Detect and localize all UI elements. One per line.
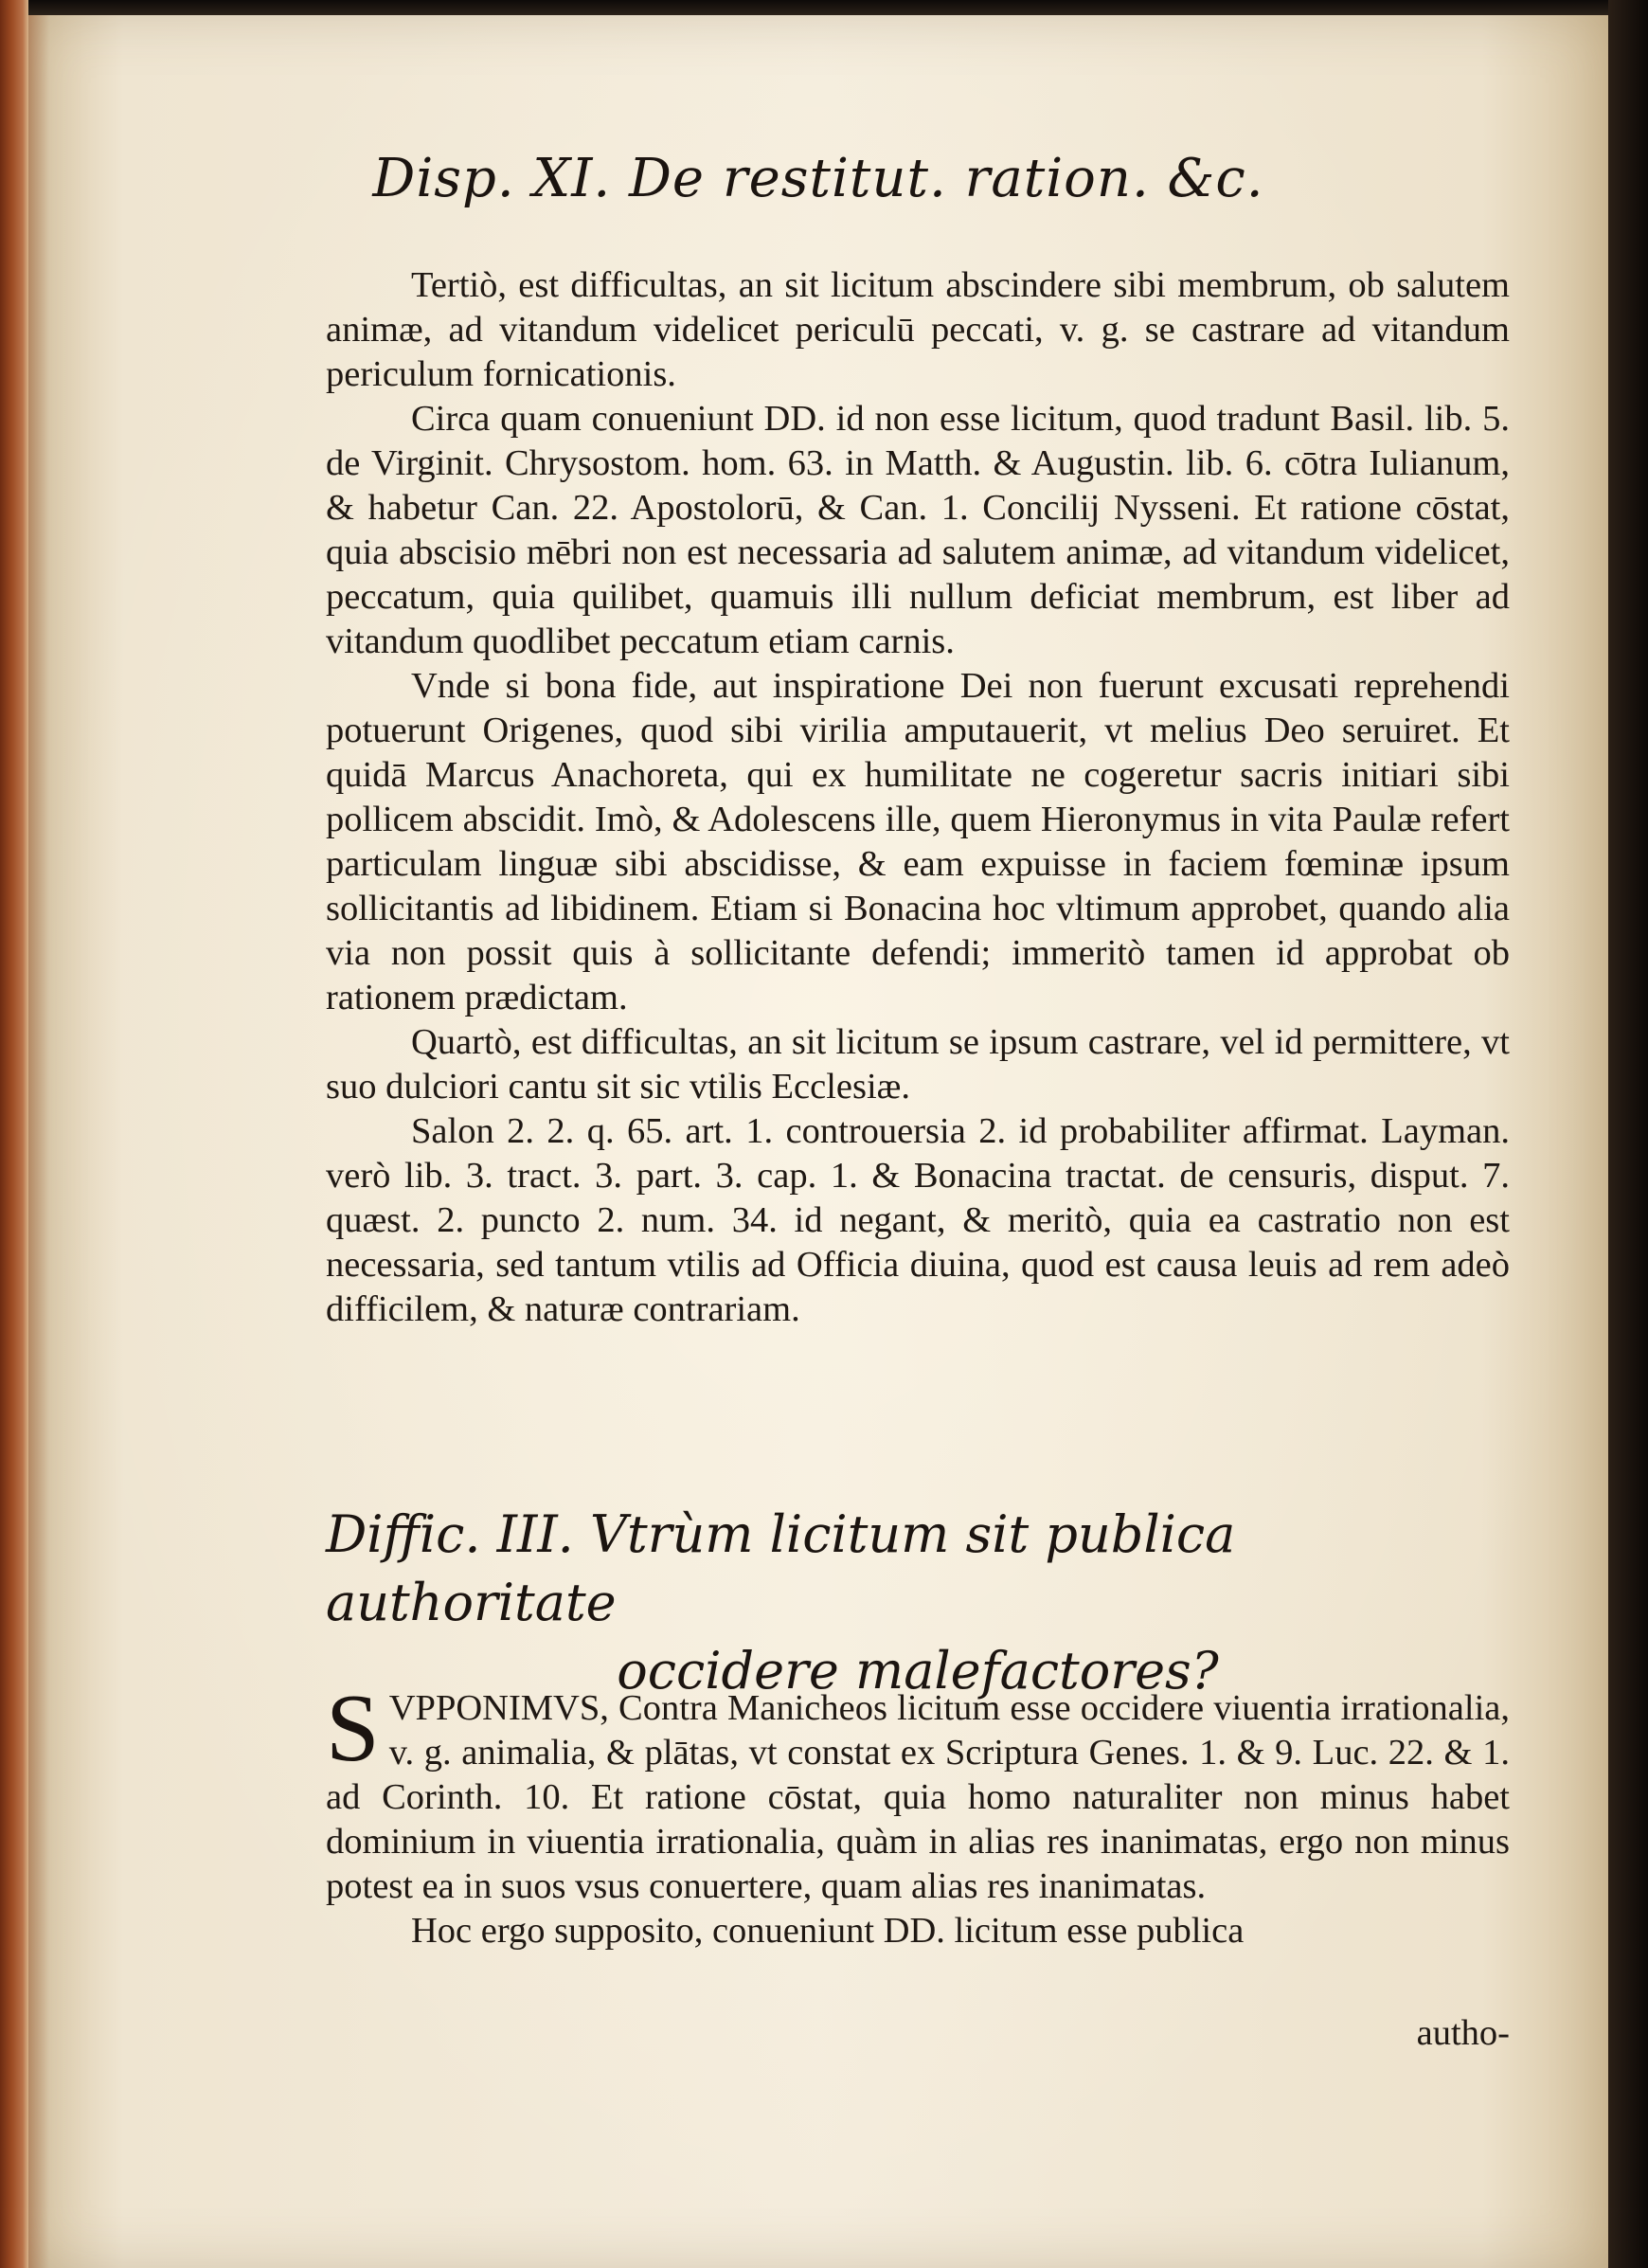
book-fore-edge [1608, 0, 1648, 2268]
paragraph: Vnde si bona fide, aut inspiratione Dei non fuerunt excusati reprehendi potuerunt Origenes, quod sibi virilia amputauerit, vt melius Deo seruiret. Et quidā Marcus Anachoreta, qui ex humilitate ne cogeretur sacris initiari sibi pollicem abscidit. Imò, & Adolescens ille, quem Hieronymus in vita Paulæ refert particulam linguæ sibi abscidisse, & eam expuisse in faciem fœminæ ipsum sollicitantis ad libidinem. Etiam si Bonacina hoc vltimum approbet, quando alia via non possit quis à sollicitante defendi; immeritò tamen id approbat ob rationem prædictam. [326, 666, 1510, 1017]
drop-cap: S [326, 1675, 380, 1782]
paragraph: Circa quam conueniunt DD. id non esse licitum, quod tradunt Basil. lib. 5. de Virginit. Chrysostom. hom. 63. in Matth. & Augustin. lib. 6. cōtra Iulianum, & habetur Can. 22. Apostolorū, & Can. 1. Concilij Nysseni. Et ratione cōstat, quia abscisio mēbri non est necessaria ad salutem animæ, ad vitandum videlicet, peccatum, quia quilibet, quamuis illi nullum deficiat membrum, est liber ad vitandum quodlibet peccatum etiam carnis. [326, 399, 1510, 661]
paragraph: Hoc ergo supposito, conueniunt DD. licitum esse publica [411, 1911, 1245, 1951]
paragraph: Tertiò, est difficultas, an sit licitum abscindere sibi membrum, ob salutem animæ, ad vitandum videlicet periculū peccati, v. g. se castrare ad vitandum periculum fornicationis. [326, 265, 1510, 394]
paragraph: Quartò, est difficultas, an sit licitum se ipsum castrare, vel id permittere, vt suo dulciori cantu sit sic vtilis Ecclesiæ. [326, 1022, 1510, 1107]
difficulty-heading-line-1: Diffic. III. Vtrùm licitum sit publica authoritate [326, 1504, 1236, 1632]
running-head: Disp. XI. De restitut. ration. &c. [372, 148, 1264, 209]
section-1-text [326, 263, 1510, 1332]
difficulty-heading-line-2: occidere malefactores? [617, 1641, 1219, 1701]
catchword: autho- [1416, 2013, 1510, 2053]
paragraph: Salon 2. 2. q. 65. art. 1. controuersia 2. id probabiliter affirmat. Layman. verò lib. 3. tract. 3. part. 3. cap. 1. & Bonacina tractat. de censuris, disput. 7. quæst. 2. puncto 2. num. 34. id negant, & meritò, quia ea castratio non est necessaria, sed tantum vtilis ad Officia diuina, quod est causa leuis ad rem adeò difficilem, & naturæ contrariam. [326, 1111, 1510, 1329]
paragraph-text: VPPONIMVS, Contra Manicheos licitum esse occidere viuentia irrationalia, v. g. animalia, & plātas, vt constat ex Scriptura Genes. 1. & 9. Luc. 22. & 1. ad Corinth. 10. Et ratione cōstat, quia homo naturaliter non minus habet dominium in viuentia irrationalia, quàm in alias res inanimatas, ergo non minus potest ea in suos vsus conuertere, quam alias res inanimatas. [326, 1688, 1510, 1906]
difficulty-heading [326, 1501, 1510, 1705]
book-spine-edge [0, 0, 28, 2268]
section-2-text [326, 1675, 1510, 1953]
paragraph [326, 1675, 1510, 1909]
book-top-edge [0, 0, 1648, 15]
book-page [28, 15, 1608, 2268]
